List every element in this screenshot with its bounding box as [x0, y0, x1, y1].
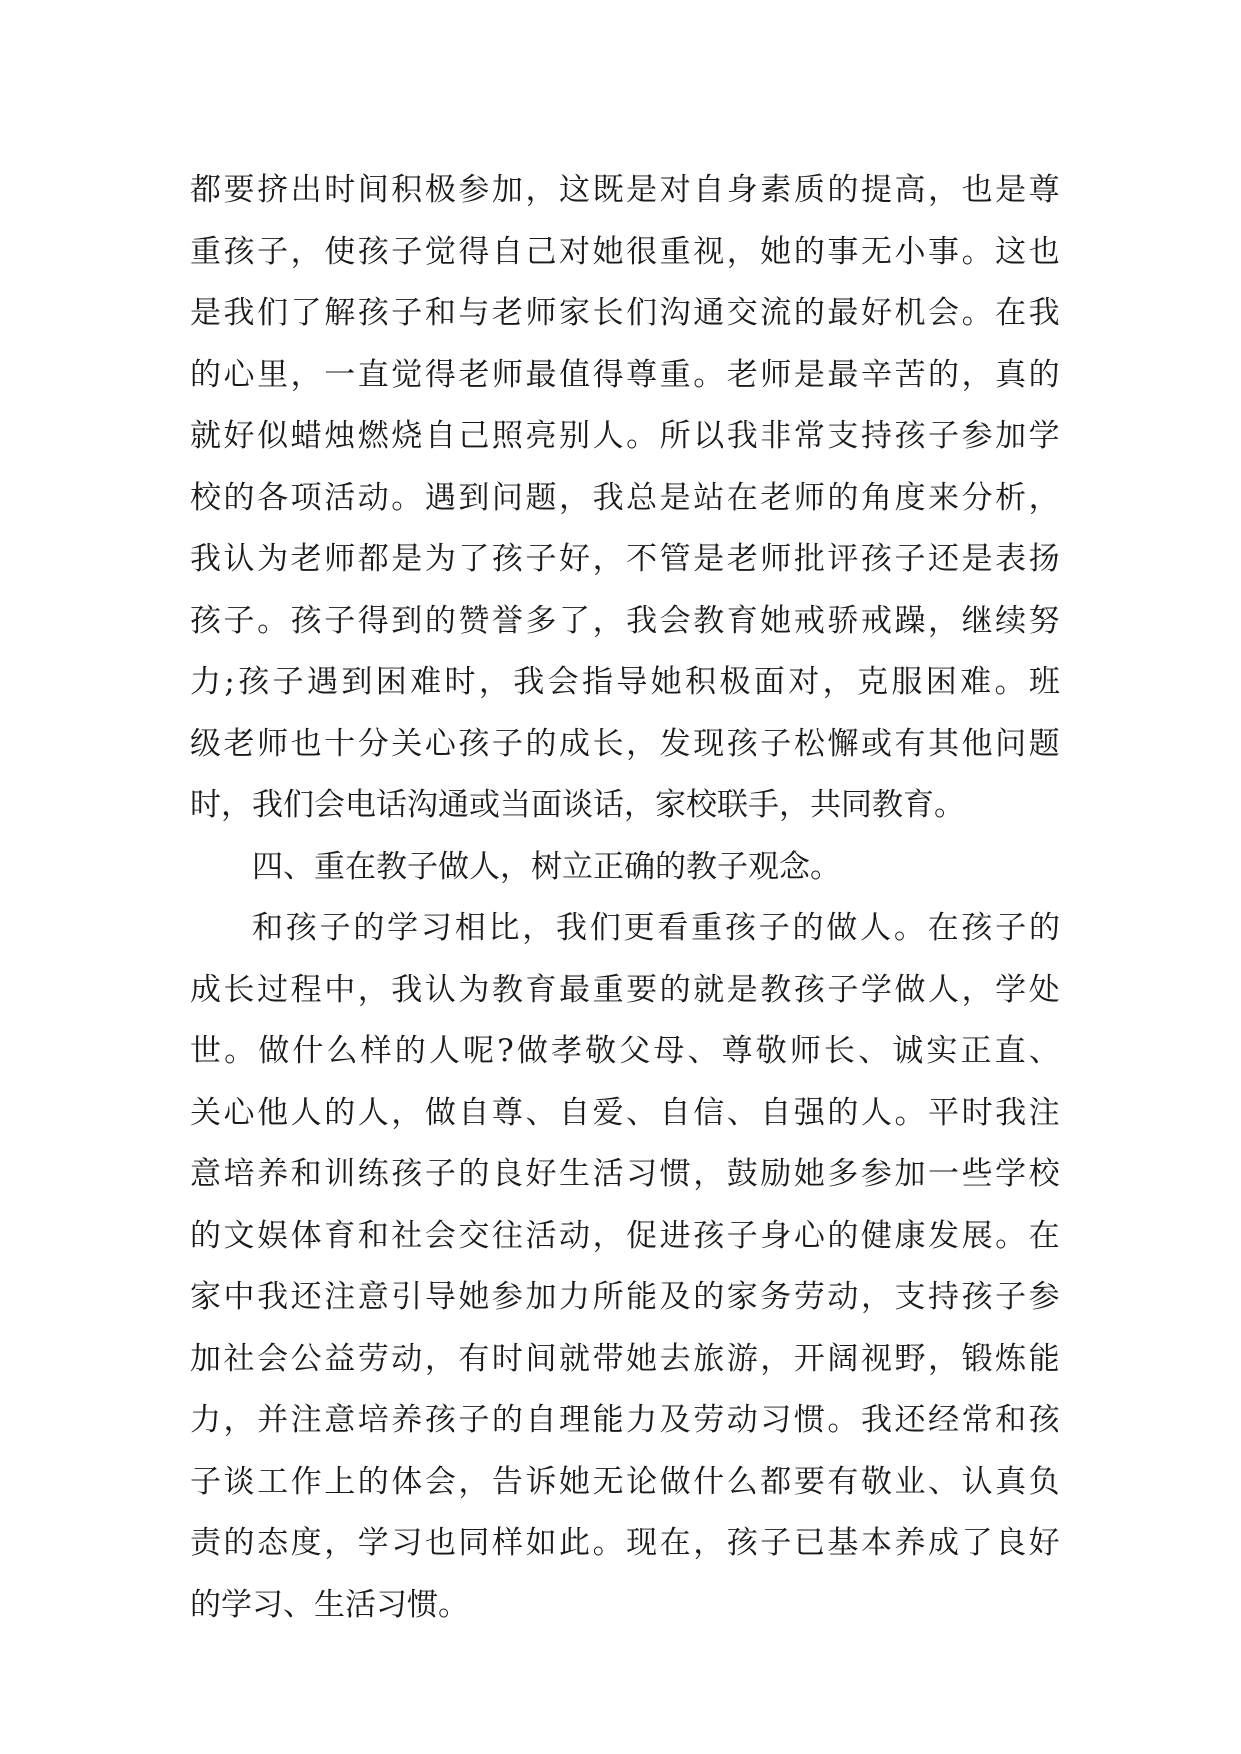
text-line: 校 的 各 项 活 动 。 遇 到 问 题 ， 我 总 是 站 在 老 师 的 角 度 来 分 析 ， [190, 479, 1060, 516]
text-line: 的 文 娱 体 育 和 社 会 交 往 活 动 ， 促 进 孩 子 身 心 的 健 康 发 展 。 在 [190, 1217, 1060, 1254]
text-line: 级 老 师 也 十 分 关 心 孩 子 的 成 长 ， 发 现 孩 子 松 懈 或 有 其 他 问 题 [190, 725, 1060, 762]
text-line: 意 培 养 和 训 练 孩 子 的 良 好 生 活 习 惯 ， 鼓 励 她 多 参 加 一 些 学 校 [190, 1156, 1060, 1192]
text-line: 和 孩 子 的 学 习 相 比 ， 我 们 更 看 重 孩 子 的 做 人 。 在 孩 子 的 [252, 910, 1060, 946]
text-line: 关 心 他 人 的 人 ， 做 自 尊 、 自 爱 、 自 信 、 自 强 的 人 。 平 时 我 注 [190, 1094, 1060, 1131]
text-line: 子 谈 工 作 上 的 体 会 ， 告 诉 她 无 论 做 什 么 都 要 有 敬 业 、 认 真 负 [190, 1463, 1060, 1500]
text-line: 都 要 挤 出 时 间 积 极 参 加 ， 这 既 是 对 自 身 素 质 的 提 高 ， 也 是 尊 [190, 172, 1060, 208]
body-text [190, 160, 1060, 1636]
text-line: 加 社 会 公 益 劳 动 ， 有 时 间 就 带 她 去 旅 游 ， 开 阔 视 野 ， 锻 炼 能 [190, 1340, 1060, 1377]
text-line: 力 ; 孩 子 遇 到 困 难 时 ， 我 会 指 导 她 积 极 面 对 ， 克 服 困 难 。 班 [190, 664, 1060, 700]
text-line: 就 好 似 蜡 烛 燃 烧 自 己 照 亮 别 人 。 所 以 我 非 常 支 持 孩 子 参 加 学 [190, 418, 1060, 454]
text-line: 的 学 习 、 生 活 习 惯 。 [190, 1586, 469, 1623]
text-line: 成 长 过 程 中 ， 我 认 为 教 育 最 重 要 的 就 是 教 孩 子 学 做 人 ， 学 处 [190, 971, 1060, 1008]
text-line: 的 心 里 ， 一 直 觉 得 老 师 最 值 得 尊 重 。 老 师 是 最 辛 苦 的 ， 真 的 [190, 356, 1060, 393]
text-line: 世 。 做 什 么 样 的 人 呢 ? 做 孝 敬 父 母 、 尊 敬 师 长 、 诚 实 正 直 、 [190, 1033, 1060, 1069]
text-line: 时 ， 我 们 会 电 话 沟 通 或 当 面 谈 话 ， 家 校 联 手 ， 共 同 教 育 。 [190, 787, 965, 823]
text-line: 家 中 我 还 注 意 引 导 她 参 加 力 所 能 及 的 家 务 劳 动 ， 支 持 孩 子 参 [190, 1279, 1060, 1315]
text-line: 孩 子 。 孩 子 得 到 的 赞 誉 多 了 ， 我 会 教 育 她 戒 骄 戒 躁 ， 继 续 努 [190, 602, 1060, 639]
text-line: 是 我 们 了 解 孩 子 和 与 老 师 家 长 们 沟 通 交 流 的 最 好 机 会 。 在 我 [190, 295, 1060, 331]
text-line: 责 的 态 度 ， 学 习 也 同 样 如 此 。 现 在 ， 孩 子 已 基 本 养 成 了 良 好 [190, 1525, 1060, 1561]
text-line: 我 认 为 老 师 都 是 为 了 孩 子 好 ， 不 管 是 老 师 批 评 孩 子 还 是 表 扬 [190, 541, 1060, 577]
text-line: 重 孩 子 ， 使 孩 子 觉 得 自 己 对 她 很 重 视 ， 她 的 事 无 小 事 。 这 也 [190, 233, 1060, 270]
section-heading: 四 、 重 在 教 子 做 人 ， 树 立 正 确 的 教 子 观 念 。 [252, 848, 841, 885]
text-line: 力 ， 并 注 意 培 养 孩 子 的 自 理 能 力 及 劳 动 习 惯 。 我 还 经 常 和 孩 [190, 1402, 1060, 1438]
